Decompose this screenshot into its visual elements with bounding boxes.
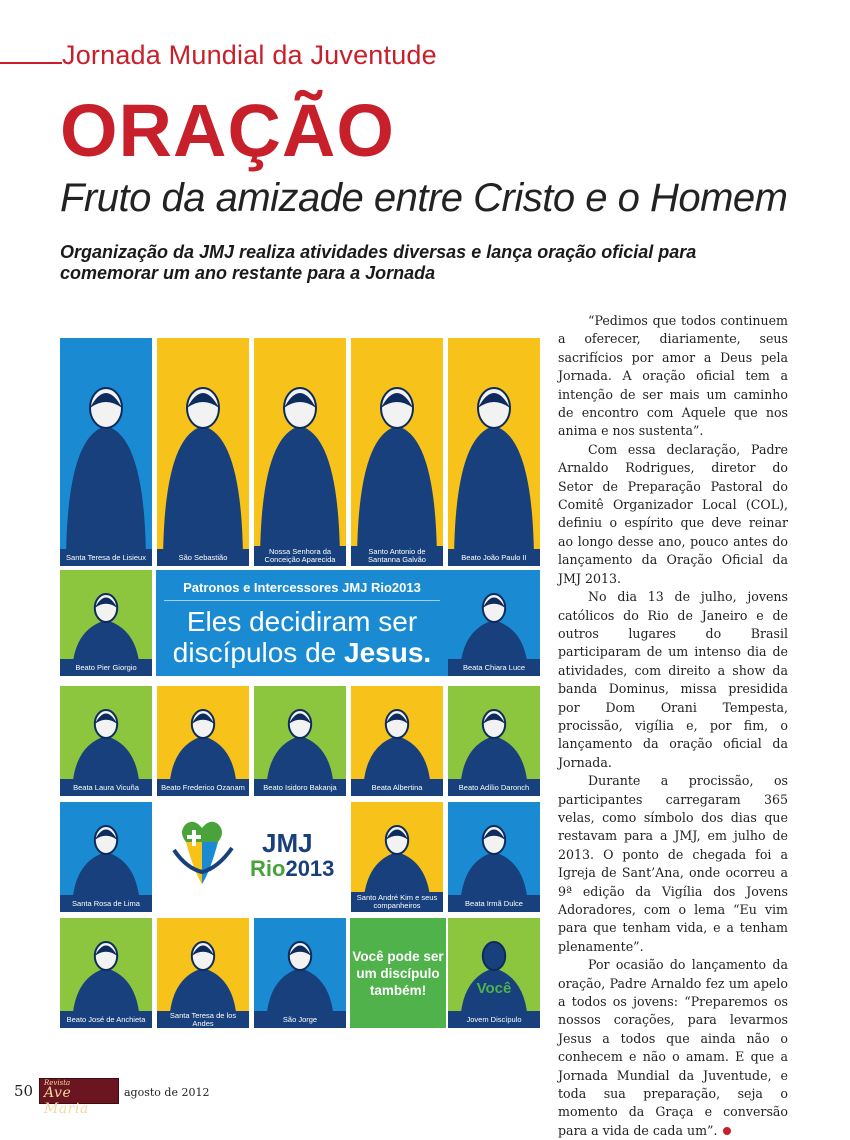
body-paragraph	[558, 956, 788, 1140]
end-mark-icon	[723, 1127, 731, 1135]
portrait-tile	[448, 918, 540, 1028]
portrait-caption: Nossa Senhora da Conceição Aparecida	[254, 546, 346, 566]
portrait-tile	[351, 802, 443, 912]
body-paragraph: No dia 13 de julho, jovens católicos do Rio de Janeiro e de outros lugares do Brasil participaram de um intenso dia de atividades, com direito a show da banda Dominus, missa presidida por Dom Orani Tempesta, procissão, vigília e, por fim, o lançamento da oração oficial da Jornada.	[558, 589, 788, 770]
banner-highlight: Jesus.	[344, 637, 432, 668]
body-paragraph: “Pedimos que todos continuem a oferecer, diariamente, seus sacrifícios por amor a Deus pela Jornada. A oração oficial tem a intenção de ser mais um caminho de encontro com Aquele que nos anima e nos sustenta”.	[558, 313, 788, 439]
portrait-caption: Beato João Paulo II	[448, 549, 540, 566]
portrait-caption: Beato Isidoro Bakanja	[254, 779, 346, 796]
portrait-caption: Beata Chiara Luce	[448, 659, 540, 676]
page-number: 50	[14, 1082, 34, 1100]
section-rule	[0, 62, 62, 64]
portrait-caption: Beato Adílio Daronch	[448, 779, 540, 796]
portrait-caption: Santa Teresa de Lisieux	[60, 549, 152, 566]
body-paragraph-text: Por ocasião do lançamento da oração, Padre Arnaldo fez um apelo a todos os jovens: “Preparemos os nossos corações, para levarmos Jesus a todos que ainda não o conhecem e não o amam. E que a Jornada Mundial da Juventude, e toda sua preparação, seja o momento da Graça e conversão para a vida de cada um”.	[558, 957, 788, 1138]
portrait-tile	[254, 338, 346, 566]
lead-paragraph: Organização da JMJ realiza atividades diversas e lança oração oficial para comemorar um ano restante para a Jornada	[60, 242, 697, 283]
jmj-logo-icon	[156, 802, 246, 908]
banner-line2-text: discípulos de	[172, 637, 337, 668]
portrait-tile	[254, 686, 346, 796]
disciple-callout: Você pode ser um discípulo também!	[350, 918, 446, 1028]
patrons-poster	[60, 338, 546, 1028]
portrait-tile	[351, 338, 443, 566]
portrait-tile	[448, 686, 540, 796]
portrait-caption: Beato Frederico Ozanam	[157, 779, 249, 796]
portrait-figure-icon	[157, 338, 249, 566]
magazine-logo-name: Ave Maria	[44, 1085, 89, 1117]
portrait-caption: São Jorge	[254, 1011, 346, 1028]
portrait-tile	[254, 918, 346, 1028]
jmj-logo	[156, 802, 350, 908]
portrait-figure-icon	[351, 338, 443, 566]
portrait-caption: Santa Rosa de Lima	[60, 895, 152, 912]
portrait-tile	[448, 570, 540, 676]
portrait-tile	[448, 802, 540, 912]
portrait-figure-icon	[448, 338, 540, 566]
poster-banner	[156, 570, 448, 676]
banner-line1: Eles decidiram ser	[186, 606, 418, 637]
portrait-caption: São Sebastião	[157, 549, 249, 566]
article-body	[558, 312, 788, 1140]
portrait-figure-icon	[60, 338, 152, 566]
portrait-caption: Beato Pier Giorgio	[60, 659, 152, 676]
portrait-tile	[351, 686, 443, 796]
portrait-tile	[157, 918, 249, 1028]
logo-year: 2013	[285, 856, 335, 881]
logo-rio-text	[250, 856, 334, 882]
logo-rio: Rio	[250, 856, 286, 881]
issue-date: agosto de 2012	[124, 1086, 210, 1099]
banner-divider	[164, 600, 440, 601]
magazine-logo-small: Revista	[44, 1079, 71, 1087]
body-paragraph: Durante a procissão, os participantes carregaram 365 velas, como símbolo dos dias que restavam para a JMJ, em julho de 2013. O ponto de chegada foi a Igreja de Sant’Ana, onde ocorreu a 9ª edição da Vigília dos Jovens Adoradores, com o lema “Eu vim para que tenham vida, e a tenham plenamente”.	[558, 773, 788, 954]
banner-line2	[156, 637, 448, 668]
page-subtitle: Fruto da amizade entre Cristo e o Homem	[60, 176, 788, 220]
portrait-caption: Jovem Discípulo	[448, 1011, 540, 1028]
portrait-tile	[60, 686, 152, 796]
portrait-caption: Santo Antonio de Santanna Galvão	[351, 546, 443, 566]
portrait-caption: Santa Teresa de los Andes	[157, 1011, 249, 1028]
portrait-caption: Beata Albertina	[351, 779, 443, 796]
body-paragraph: Com essa declaração, Padre Arnaldo Rodrigues, diretor do Setor de Preparação Pastoral do Comitê Organizador Local (COL), definiu o espírito que deve reinar ao longo desse ano, pouco antes do lançamento da Oração Oficial da JMJ 2013.	[558, 441, 788, 586]
logo-jmj-text: JMJ	[262, 828, 313, 858]
portrait-tile	[448, 338, 540, 566]
section-label: Jornada Mundial da Juventude	[62, 40, 437, 70]
portrait-caption: Santo André Kim e seus companheiros	[351, 892, 443, 912]
magazine-logo	[39, 1078, 119, 1117]
portrait-tile	[60, 802, 152, 912]
voce-label: Você	[476, 980, 512, 997]
portrait-figure-icon	[254, 338, 346, 566]
portrait-tile	[60, 570, 152, 676]
portrait-tile	[60, 338, 152, 566]
portrait-tile	[157, 686, 249, 796]
portrait-tile	[60, 918, 152, 1028]
portrait-caption: Beata Irmã Dulce	[448, 895, 540, 912]
portrait-caption: Beata Laura Vicuña	[60, 779, 152, 796]
portrait-caption: Beato José de Anchieta	[60, 1011, 152, 1028]
portrait-tile	[157, 338, 249, 566]
banner-title: Patronos e Intercessores JMJ Rio2013	[183, 580, 421, 595]
page-title: ORAÇÃO	[60, 89, 395, 172]
